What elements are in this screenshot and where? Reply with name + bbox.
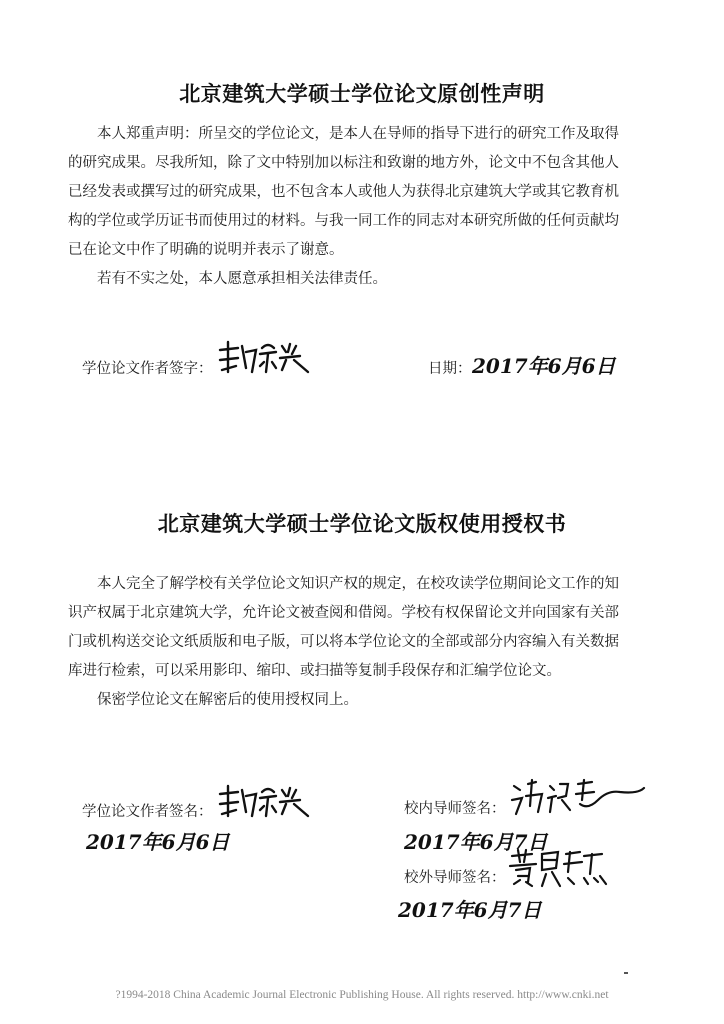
internal-supervisor-signature bbox=[508, 776, 648, 820]
declaration-date: 2017年6月6日 bbox=[472, 354, 616, 378]
authorization-title: 北京建筑大学硕士学位论文版权使用授权书 bbox=[157, 512, 567, 536]
declaration-body bbox=[68, 120, 664, 294]
declaration-line: 构的学位或学历证书而使用过的材料。与我一同工作的同志对本研究所做的任何贡献均 bbox=[68, 213, 619, 229]
thesis-author-date: 2017年6月6日 bbox=[86, 830, 230, 854]
thesis-author-signature bbox=[216, 782, 312, 822]
declaration-title: 北京建筑大学硕士学位论文原创性声明 bbox=[179, 82, 545, 106]
author-signature-label: 学位论文作者签字： bbox=[82, 361, 213, 377]
internal-supervisor-date: 2017年6月7日 bbox=[404, 830, 548, 854]
cnki-footer-notice: ?1994-2018 China Academic Journal Electronic Publishing House. All rights reserved. http://www.cnki.net bbox=[115, 989, 609, 1001]
declaration-line: 已在论文中作了明确的说明并表示了谢意。 bbox=[68, 242, 344, 258]
external-supervisor-label: 校外导师签名： bbox=[404, 870, 506, 886]
secrecy-statement: 保密学位论文在解密后的使用授权同上。 bbox=[97, 692, 358, 708]
author-signature bbox=[216, 338, 312, 378]
declaration-line: 已经发表或撰写过的研究成果，也不包含本人或他人为获得北京建筑大学或其它教育机 bbox=[68, 184, 619, 200]
external-supervisor-signature bbox=[508, 848, 608, 890]
authorization-line: 门或机构送交论文纸质版和电子版，可以将本学位论文的全部或部分内容编入有关数据 bbox=[68, 634, 619, 650]
declaration-line: 本人郑重声明：所呈交的学位论文，是本人在导师的指导下进行的研究工作及取得 bbox=[97, 126, 619, 142]
internal-supervisor-label: 校内导师签名： bbox=[404, 801, 506, 817]
authorization-body bbox=[68, 570, 664, 715]
scan-artifact bbox=[624, 972, 628, 974]
external-supervisor-date: 2017年6月7日 bbox=[398, 898, 542, 922]
declaration-line: 的研究成果。尽我所知，除了文中特别加以标注和致谢的地方外，论文中不包含其他人 bbox=[68, 155, 619, 171]
thesis-author-signature-label: 学位论文作者签名： bbox=[82, 804, 213, 820]
authorization-line: 本人完全了解学校有关学位论文知识产权的规定，在校攻读学位期间论文工作的知 bbox=[97, 576, 619, 592]
authorization-line: 识产权属于北京建筑大学，允许论文被查阅和借阅。学校有权保留论文并向国家有关部 bbox=[68, 605, 619, 621]
liability-statement: 若有不实之处，本人愿意承担相关法律责任。 bbox=[97, 271, 387, 287]
authorization-line: 库进行检索，可以采用影印、缩印、或扫描等复制手段保存和汇编学位论文。 bbox=[68, 663, 561, 679]
date-label: 日期： bbox=[428, 361, 472, 377]
